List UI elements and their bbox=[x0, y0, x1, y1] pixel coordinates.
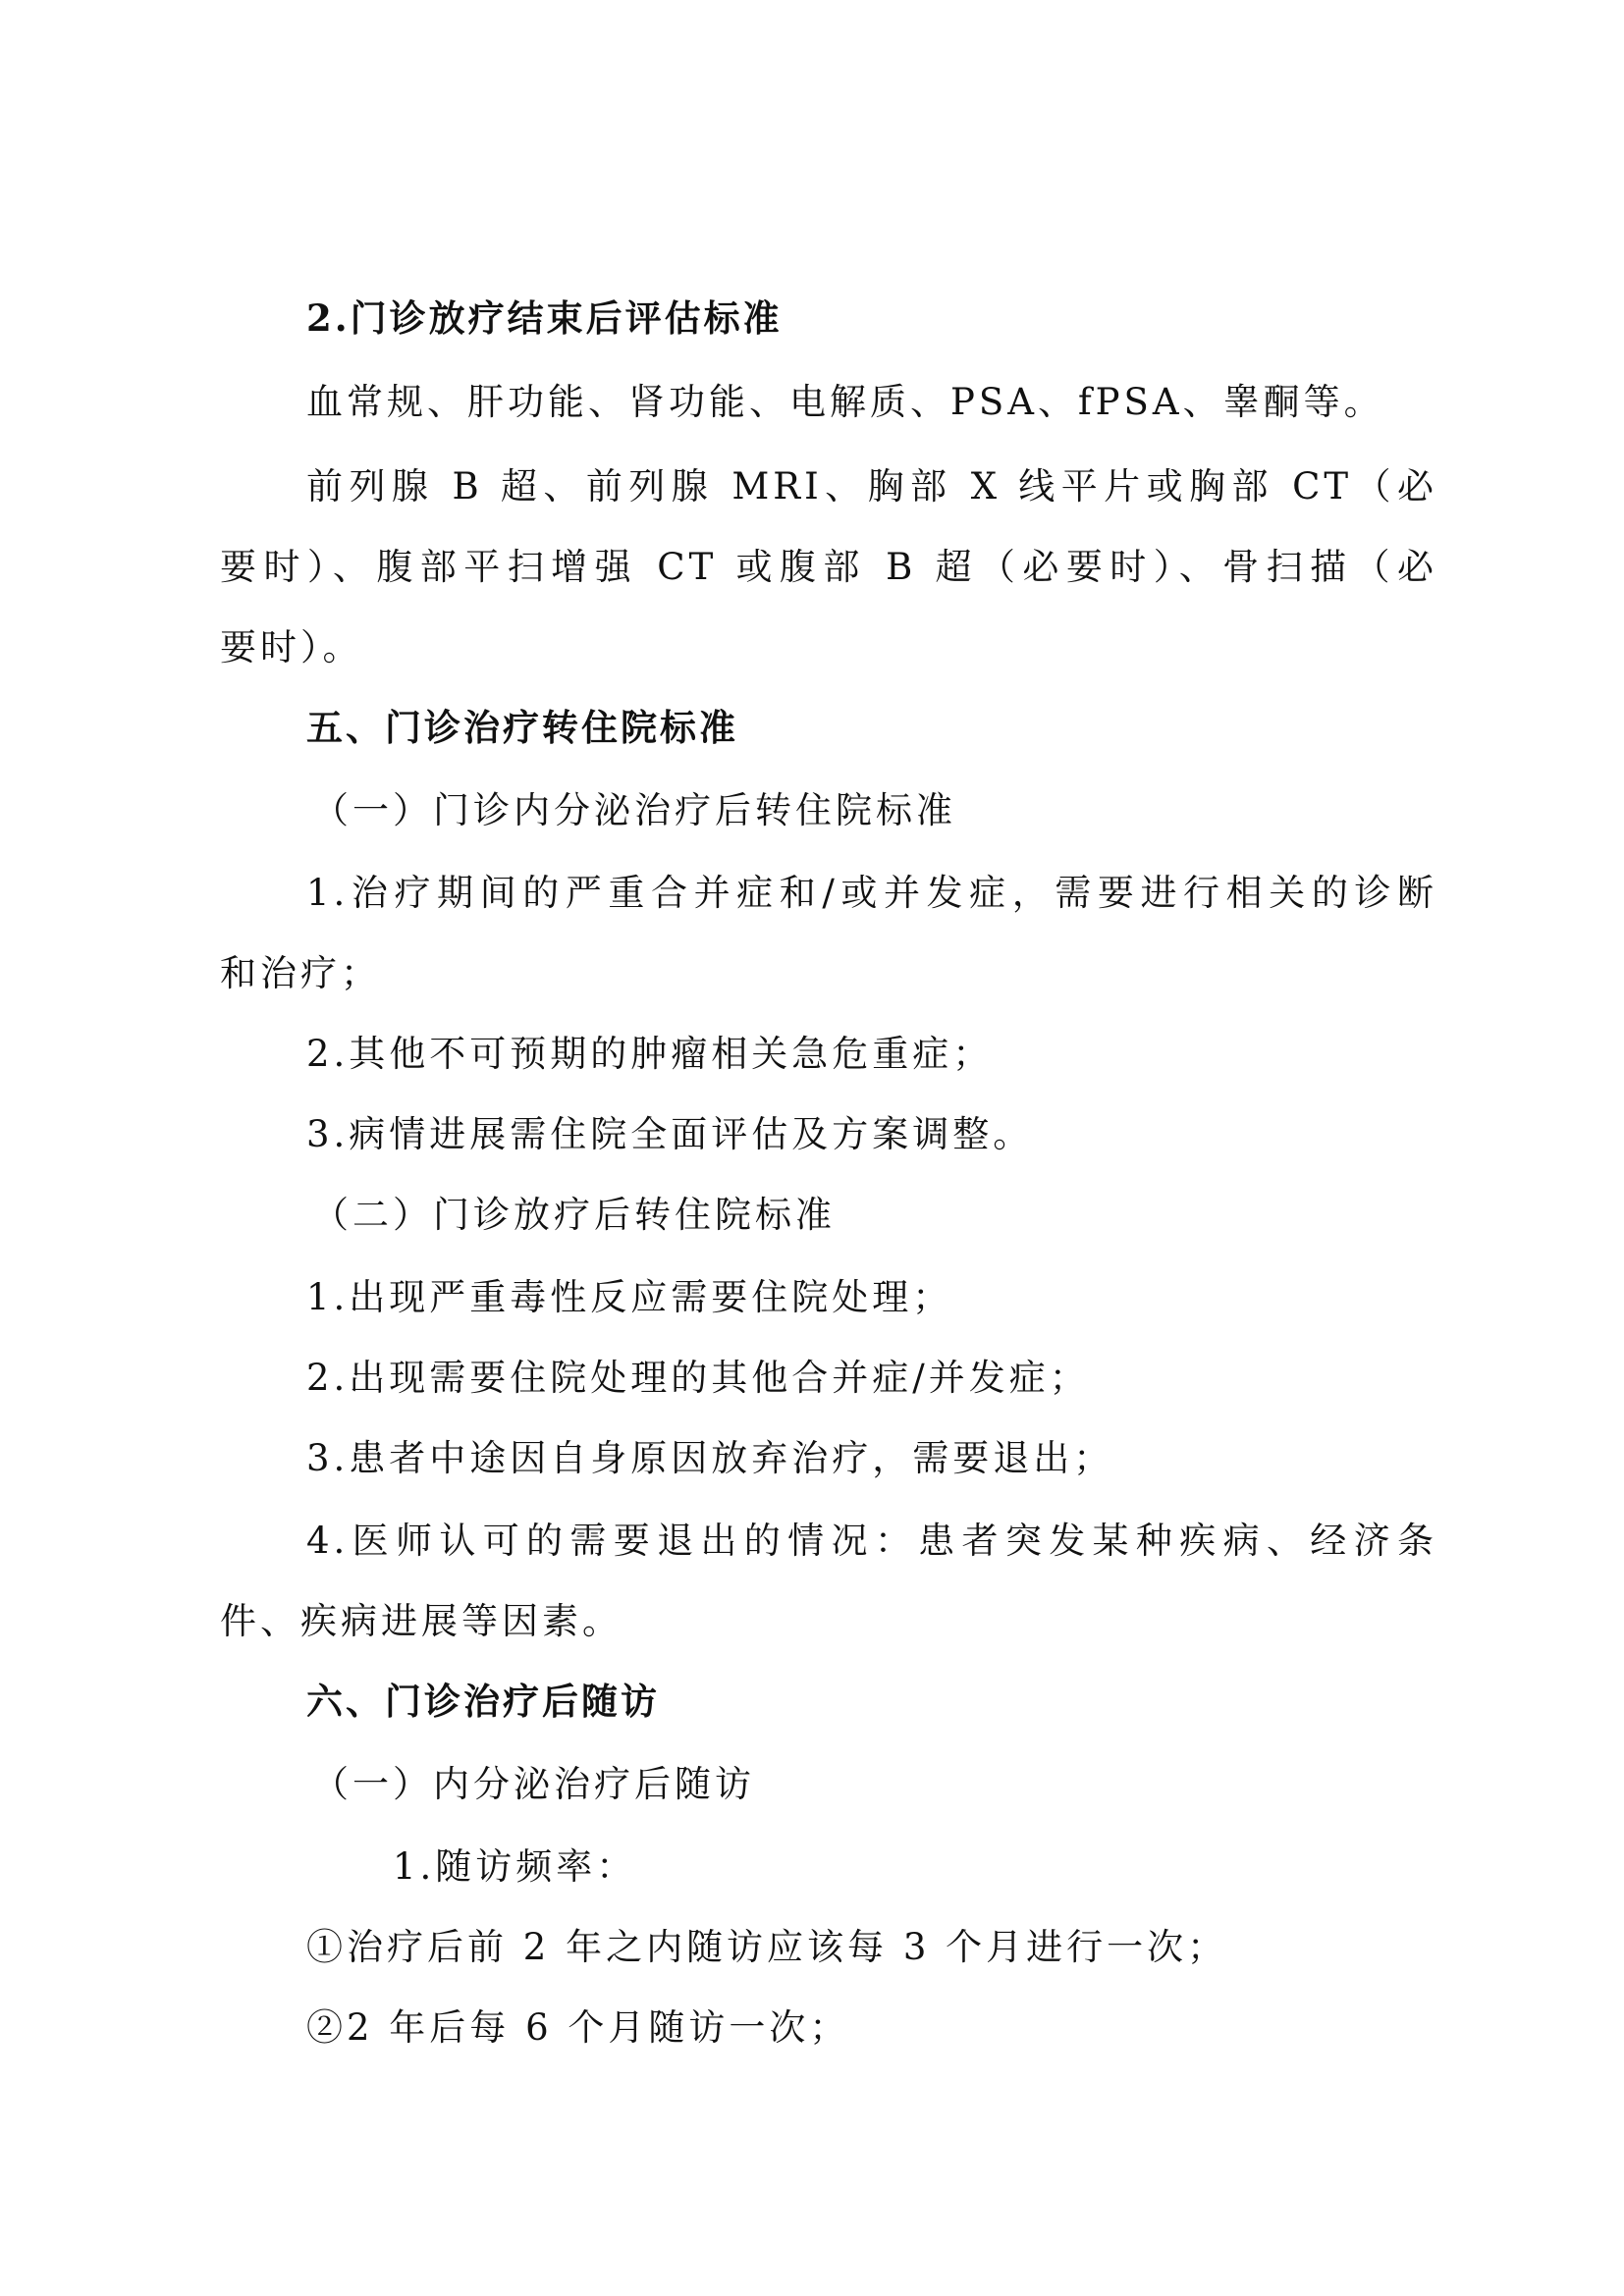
subsection-heading-endocrine-follow-up: （一）内分泌治疗后随访 bbox=[312, 1763, 755, 1805]
list-item: 1.出现严重毒性反应需要住院处理； bbox=[306, 1276, 953, 1318]
subsection-heading-radiotherapy-transfer: （二）门诊放疗后转住院标准 bbox=[312, 1194, 836, 1236]
list-item: 3.病情进展需住院全面评估及方案调整。 bbox=[306, 1113, 1034, 1155]
follow-up-frequency-label: 1.随访频率： bbox=[393, 1845, 637, 1888]
section-heading-follow-up: 六、门诊治疗后随访 bbox=[306, 1681, 660, 1723]
subsection-heading-post-radiotherapy-evaluation: 2.门诊放疗结束后评估标准 bbox=[306, 296, 783, 340]
paragraph-line: 要时）、腹部平扫增强 CT 或腹部 B 超（必要时）、骨扫描（必 bbox=[220, 546, 1437, 588]
list-item: 2.其他不可预期的肿瘤相关急危重症； bbox=[306, 1033, 994, 1075]
list-item: 1.治疗期间的严重合并症和/或并发症，需要进行相关的诊断 bbox=[306, 872, 1437, 914]
section-heading-transfer-to-inpatient: 五、门诊治疗转住院标准 bbox=[306, 707, 738, 749]
list-item: 2.出现需要住院处理的其他合并症/并发症； bbox=[306, 1357, 1090, 1399]
list-item: ①治疗后前 2 年之内随访应该每 3 个月进行一次； bbox=[306, 1926, 1228, 1968]
list-item: 4.医师认可的需要退出的情况：患者突发某种疾病、经济条 bbox=[306, 1520, 1437, 1562]
paragraph-line: 血常规、肝功能、肾功能、电解质、PSA、fPSA、睾酮等。 bbox=[306, 381, 1384, 423]
list-item-continuation: 和治疗； bbox=[220, 952, 381, 994]
list-item-continuation: 件、疾病进展等因素。 bbox=[220, 1600, 623, 1642]
list-item: ②2 年后每 6 个月随访一次； bbox=[306, 2006, 850, 2049]
list-item: 3.患者中途因自身原因放弃治疗，需要退出； bbox=[306, 1437, 1114, 1479]
paragraph-line: 前列腺 B 超、前列腺 MRI、胸部 X 线平片或胸部 CT（必 bbox=[306, 465, 1437, 507]
subsection-heading-endocrine-transfer: （一）门诊内分泌治疗后转住院标准 bbox=[312, 789, 956, 831]
paragraph-line: 要时）。 bbox=[220, 626, 363, 668]
